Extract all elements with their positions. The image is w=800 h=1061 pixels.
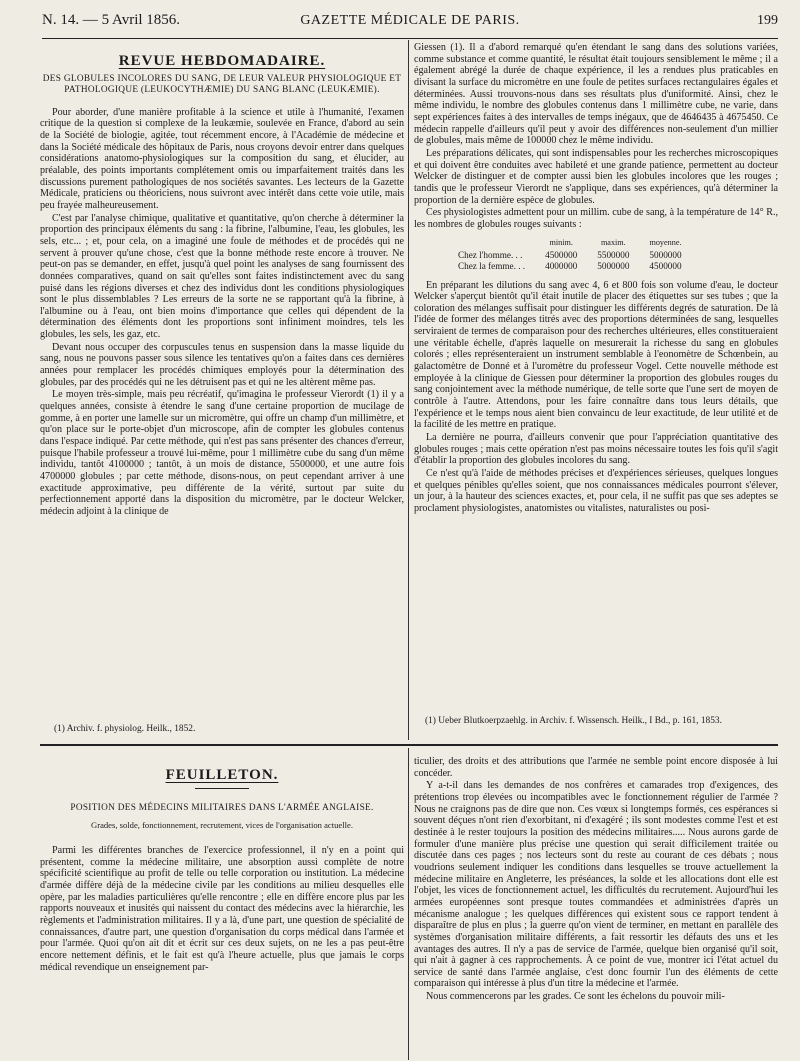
row-label: Chez la femme. . . <box>458 260 526 271</box>
paragraph: Devant nous occuper des corpuscules tenus en suspension dans la masse liquide du sang, nous ne pouvons passer sous silence les tentatives qu'on a faites dans ces dernières années pour remplacer les procédés chimiques employés pour la détermination des globules, par des procédés qui ne les détruisent pas et qui ne les altèrent même pas. <box>40 341 404 388</box>
paragraph: C'est par l'analyse chimique, qualitative et quantitative, qu'on cherche à déterminer la proportion des principaux éléments du sang : la fibrine, l'albumine, l'eau, les globules, les sels, etc... ; et, pour cela, on a imaginé une foule de méthodes et de procédés qui ne servent à prouver qu'une chose, c'est que la bonne méthode reste encore à trouver. Ne peut-on pas se demander, en effet, jusqu'à quel point les analyses de sang fournissent des données comparatives, quand on sait qu'elles sont faites indistinctement avec du sang puisé dans les régions diverses et chez des individus dont les conditions physiologiques sont le plus dissemblables ? Les erreurs de la sorte ne se rapportant qu'à la fibrine, à l'albumine ou à l'eau, ont bien moins d'importance que celles qui dépendent de la détermination des éléments dont les proportions sont infiniment moindres, tels les globules, les sels, les gaz, etc. <box>40 212 404 341</box>
paragraph: La dernière ne pourra, d'ailleurs convenir que pour l'appréciation quantitative des globules rouges ; mais cette opération n'est pas moins nécessaire toutes les fois qu'il s'agit d'établir la proportion des globules incolores du sang. <box>414 432 778 467</box>
feuilleton-subtitle: Grades, solde, fonctionnement, recrutement, vices de l'organisation actuelle. <box>91 820 353 831</box>
cell-moyenne: 4500000 <box>649 260 682 271</box>
paragraph: En préparant les dilutions du sang avec 4, 6 et 800 fois son volume d'eau, le docteur Welcker s'aperçut bientôt qu'il était inutile de placer des étiquettes sur ses tubes ; que la coloration des mélanges suffisait pour distinguer les différents degrés de saturation. De là l'idée de former des mélanges titrés avec des proportions déterminées de sang, lesquelles serviraient de termes de comparaison pour des recherches ultérieures, elles constitueraient une véritable échelle, d'après laquelle on mesurerait la richesse du sang en globules colorés ; elles représenteraient un instrument semblable à l'eonomètre de Schœnbein, au galactomètre de Donné et à l'uromètre du professeur Vogel. Cette nouvelle méthode est employée à la clinique de Giessen pour déterminer la proportion des globules rouges du sang conjointement avec la méthode numérique, de telle sorte que l'une sert de moyen de contrôle à l'autre. Attendons, pour les faire connaître dans tous leurs détails, que l'expérience et le temps nous aient bien convaincu de leur exactitude, de leur utilité et de la facilité de les mettre en pratique. <box>414 279 778 431</box>
revue-subtitle: DES GLOBULES INCOLORES DU SANG, DE LEUR VALEUR PHYSIOLOGIQUE ET PATHOLOGIQUE (LEUKOCYTHÆMIE) DU SANG BLANC (LEUKÆMIE). <box>42 73 402 96</box>
table-row <box>458 261 692 272</box>
column-divider-top <box>408 40 409 740</box>
table-header: moyenne. <box>649 237 682 247</box>
cell-maxim: 5000000 <box>597 260 630 271</box>
cell-minim: 4500000 <box>545 249 578 260</box>
paragraph: Ce n'est qu'à l'aide de méthodes précises et d'expériences sérieuses, quelques longues et quelques pénibles qu'elles soient, que nos connaissances médicales pourront s'élever, un jour, à la hauteur des sciences exactes, et, pour cela, il ne suffit pas que ses adeptes se proclament physiologistes, anatomistes ou vitalistes, naturalistes ou posi- <box>414 468 778 514</box>
feuilleton-rubric: FEUILLETON. <box>165 767 279 783</box>
paragraph: Pour aborder, d'une manière profitable à la science et utile à l'humanité, l'examen critique de la question si complexe de la leukæmie, soulevée en France, d'abord au sein de la Société de biologie, agitée, tout récemment encore, à l'Académie de médecine et dans la Société médicale des hôpitaux de Paris, nous croyons devoir entrer dans quelques considérations anatomo-physiologiques sur la composition du sang, et élucider, au préalable, des points importants complétement omis ou imparfaitement traités dans les discussions purement pathologiques de nos sociétés savantes. Les lecteurs de la Gazette Médicale, praticiens ou théoriciens, nous suivront avec intérêt dans cette voie utile, mais peu frayée malheureusement. <box>40 106 404 211</box>
table-header: maxim. <box>600 237 626 247</box>
revue-rubric: REVUE HEBDOMADAIRE. <box>118 53 326 69</box>
issue-date: N. 14. — 5 Avril 1856. <box>42 12 181 28</box>
feuilleton-left-column <box>40 764 404 973</box>
globule-count-table <box>458 237 692 272</box>
paragraph: Parmi les différentes branches de l'exercice professionnel, il n'y en a point qui présentent, comme la médecine militaire, une absorption aussi complète de notre spécificité scientifique au profit de telle ou telle corporation ou institution. La médecine d'armée diffère déjà de la médecine civile par les conditions au milieu desquelles elle opère, par les maladies particulières qu'elle rencontre ; elle en diffère encore plus par les rapports nouveaux et inusités qui naissent du contact des médecins avec la hiérarchie, les règlements et l'administration militaires. Il y a là, d'une part, une question de spécialité de connaissances, d'autre part, une question d'organisation du corps médical dans l'armée et pour l'armée. Quoi qu'on ait dit et écrit sur ces deux sujets, on ne les a pas peut-être encore nettement définis, et le fait est qu'à l'heure actuelle, plus que jamais le corps médical revendique un enseignement par- <box>40 845 404 973</box>
feuilleton-right-column <box>414 756 778 1003</box>
cell-minim: 4000000 <box>545 260 578 271</box>
revue-left-column <box>40 50 404 518</box>
journal-title: GAZETTE MÉDICALE DE PARIS. <box>300 13 520 28</box>
column-divider-bottom <box>408 748 409 1060</box>
paragraph: Ces physiologistes admettent pour un millim. cube de sang, à la température de 14° R., les nombres de globules rouges suivants : <box>414 207 778 230</box>
feuilleton-title: POSITION DES MÉDECINS MILITAIRES DANS L'ARMÉE ANGLAISE. <box>70 802 374 813</box>
paragraph: Nous commencerons par les grades. Ce sont les échelons du pouvoir mili- <box>426 991 725 1003</box>
cell-moyenne: 5000000 <box>649 249 682 260</box>
paragraph: Giessen (1). Il a d'abord remarqué qu'en étendant le sang dans des solutions variées, comme substance et comme quantité, le résultat était toujours sensiblement le même ; il a également abrégé la durée de chaque expérience, il les a rendues plus praticables en divisant la surface du micromètre en une foule de petites surfaces rectangulaires égales et déterminées. Aussi trouvons-nous dans ses résultats plus d'uniformité. Ainsi, chez le même individu, le nombre des globules contenus dans 1 millimètre cube, ne varie, dans sept expériences faites à des intervalles de temps inégaux, que de 4646435 à 4675450. Ce médecin rappelle d'ailleurs qu'il peut y avoir des différences non-seulement d'un millier de globules, mais même de 100000 chez le même individu. <box>414 42 778 147</box>
footnote-left: (1) Archiv. f. physiolog. Heilk., 1852. <box>54 724 196 734</box>
paragraph: ticulier, des droits et des attributions que l'armée ne semble point encore disposée à lui concéder. <box>414 756 778 779</box>
cell-maxim: 5500000 <box>597 249 630 260</box>
paragraph: Y a-t-il dans les demandes de nos confrères et camarades trop d'exigences, des prétentions trop élevées ou incompatibles avec le fonctionnement régulier de l'armée ? Nous ne craignons pas de dire que non. Ces vœux si longtemps formés, ces espérances si souvent déçues n'ont rien d'exorbitant, ni d'exagéré ; ils sont modestes comme l'est et est destinée à le rester toujours la position des médecins militaires..... Nous aurons garde de formuler d'une manière plus précise une question qui serait difficilement traitée ou discutée dans ces pages ; nos lecteurs sont du reste au courant de ces débats ; nous voudrions seulement indiquer les conditions dans lesquelles se trouve actuellement la médecine militaire en Angleterre, les préséances, la solde et les allocations dont elle est l'objet, les vices de fonctionnement actuel, les difficultés du recrutement. Aujourd'hui les armées européennes sont presque toutes commandées et administrées d'après un mécanisme analogue ; les quelques différences qui existent sous ce rapport tendent à disparaître de plus en plus ; la guerre qu'on vient de terminer, en mettant en parallèle des systèmes d'organisation militaire différents, a fait ressortir les défauts des uns et les avantages des autres. Il n'y a pas de service de l'armée, quelque bien organisé qu'il soit, qui n'ait à gagner à ces rapprochements. À ce point de vue, montrer ici l'état actuel du service de santé dans l'armée anglaise, c'est donc fournir l'un des éléments de cette comparaison qui intéresse à plus d'un titre la médecine et l'armée. <box>414 780 778 990</box>
ornament-rule <box>195 788 249 789</box>
paragraph: Les préparations délicates, qui sont indispensables pour les recherches microscopiques et qui doivent être conduites avec habileté et une grande patience, permettent au docteur Welcker de distinguer et de compter aussi bien les globules incolores que les rouges ; tandis que le professeur Vierordt ne s'applique, dans ses expériences, qu'à déterminer la proportion de la dernière espèce de globules. <box>414 147 778 206</box>
paragraph: Le moyen très-simple, mais peu récréatif, qu'imagina le professeur Vierordt (1) il y a quelques années, consiste à étendre le sang d'une certaine proportion de mucilage de gomme, à en porter une lamelle sur un micromètre, qui offre un champ d'un millimètre, et qu'on place sur le porte-objet d'un microscope, afin de compter les globules contenus dans l'espace indiqué. Par cette méthode, qui n'est pas sans présenter des chances d'erreur, puisque l'habile professeur a trouvé lui-même, pour 1 millimètre cube du sang d'un même individu, tantôt 4100000 ; tantôt, à un mois de distance, 5500000, et une autre fois 4700000 globules ; par cette méthode, disons-nous, on peut cependant arriver à une exactitude approximative, peu différente de la vérité, surtout par suite du perfectionnement apporté dans la disposition du micromètre, par le docteur Welcker, médecin adjoint à la clinique de <box>40 389 404 517</box>
page-header <box>42 8 778 39</box>
page-number: 199 <box>757 13 778 28</box>
row-label: Chez l'homme. . . <box>458 249 523 260</box>
table-header: minim. <box>549 237 573 247</box>
revue-right-column <box>414 42 778 515</box>
section-divider <box>40 744 778 746</box>
table-row <box>458 250 692 261</box>
footnote-right: (1) Ueber Blutkoerpzaehlg. in Archiv. f. Wissensch. Heilk., I Bd., p. 161, 1853. <box>425 716 722 726</box>
